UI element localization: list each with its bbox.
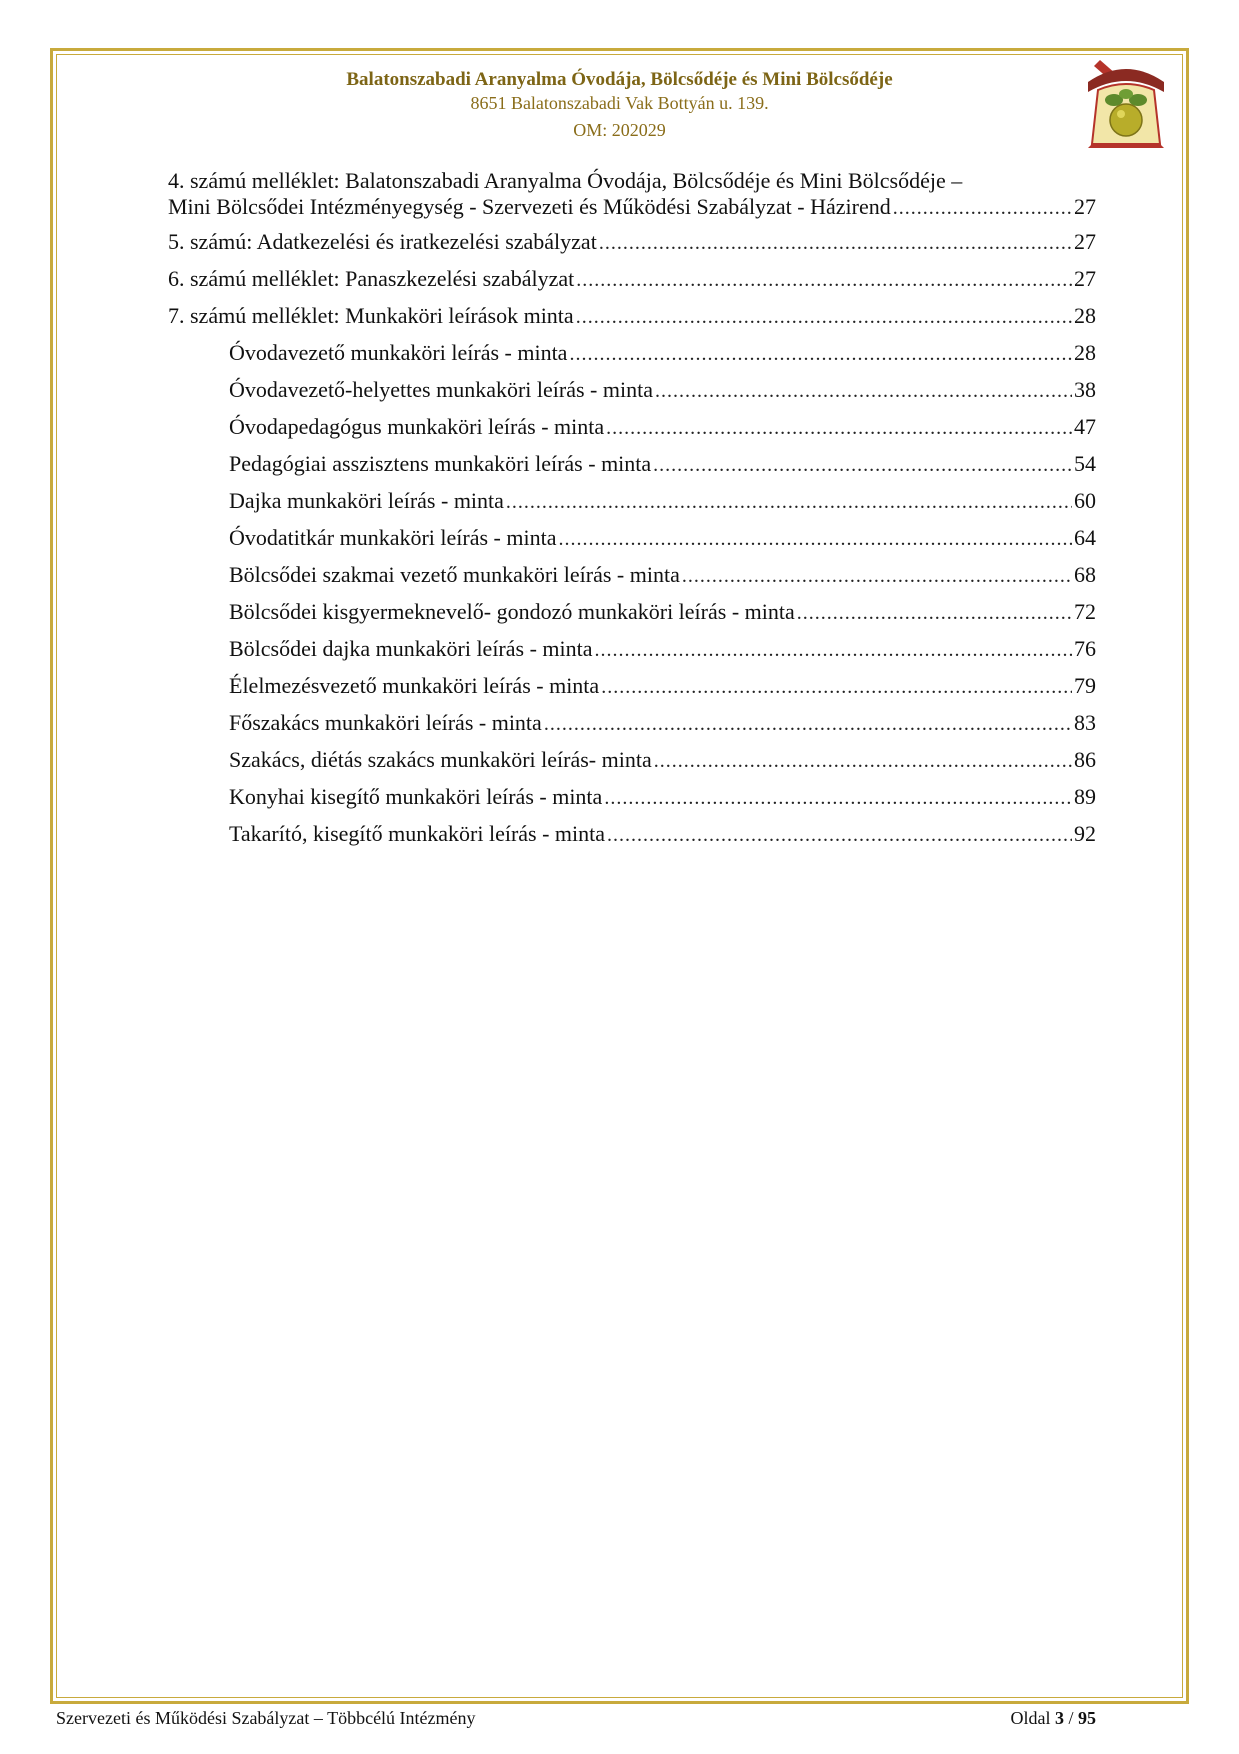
toc-entry-page: 54 <box>1074 451 1096 476</box>
toc-entry-text: Bölcsődei kisgyermeknevelő- gondozó munkaköri leírás - minta <box>229 599 795 624</box>
toc-leader-dots <box>506 491 1072 514</box>
toc-sub-entry[interactable] <box>229 747 1096 784</box>
toc-sub-entry[interactable] <box>229 340 1096 377</box>
footer-page-prefix: Oldal <box>1010 1708 1051 1728</box>
toc-entry[interactable] <box>168 229 1096 266</box>
toc-sub-entry[interactable] <box>229 784 1096 821</box>
toc-sub-entry[interactable] <box>229 377 1096 414</box>
toc-entry-text: Mini Bölcsődei Intézményegység - Szervezeti és Működési Szabályzat - Házirend <box>168 194 891 219</box>
toc-entry[interactable] <box>168 266 1096 303</box>
toc-leader-dots <box>653 454 1072 477</box>
toc-entry[interactable] <box>168 168 1096 221</box>
toc-entry-text: Pedagógiai asszisztens munkaköri leírás - minta <box>229 451 652 476</box>
toc-sub-entry[interactable] <box>229 451 1096 488</box>
toc-entry-page: 83 <box>1074 710 1096 735</box>
footer-document-title: Szervezeti és Működési Szabályzat – Többcélú Intézmény <box>56 1708 476 1728</box>
toc-entry-page: 89 <box>1074 784 1096 809</box>
toc-sub-entry[interactable] <box>229 821 1096 858</box>
page-header <box>56 68 1183 142</box>
toc-entry-text: Szakács, diétás szakács munkaköri leírás- minta <box>229 747 652 772</box>
toc-leader-dots <box>606 417 1072 440</box>
toc-entry-text: Dajka munkaköri leírás - minta <box>229 488 504 513</box>
toc-entry-text: Konyhai kisegítő munkaköri leírás - minta <box>229 784 603 809</box>
toc-leader-dots <box>893 195 1072 221</box>
institution-name: Balatonszabadi Aranyalma Óvodája, Bölcsődéje és Mini Bölcsődéje <box>346 69 893 90</box>
toc-leader-dots <box>599 232 1072 255</box>
institution-om: OM: 202029 <box>573 120 666 140</box>
toc-leader-dots <box>797 602 1072 625</box>
toc-entry-page: 27 <box>1074 229 1096 254</box>
toc-entry-text: 6. számú melléklet: Panaszkezelési szabályzat <box>168 266 575 291</box>
toc-sub-entry[interactable] <box>229 599 1096 636</box>
toc-leader-dots <box>544 713 1072 736</box>
toc-sub-entry[interactable] <box>229 636 1096 673</box>
toc-entry-page: 27 <box>1074 194 1096 219</box>
toc-entry-text: Óvodavezető munkaköri leírás - minta <box>229 340 568 365</box>
toc-entry-page: 28 <box>1074 340 1096 365</box>
toc-entry-text: Óvodatitkár munkaköri leírás - minta <box>229 525 557 550</box>
toc-entry-page: 86 <box>1074 747 1096 772</box>
toc-entry-page: 27 <box>1074 266 1096 291</box>
toc-entry[interactable] <box>168 303 1096 340</box>
toc-leader-dots <box>655 380 1072 403</box>
toc-entry-page: 92 <box>1074 821 1096 846</box>
toc-entry-page: 68 <box>1074 562 1096 587</box>
toc-entry-page: 38 <box>1074 377 1096 402</box>
footer-page-total: 95 <box>1078 1708 1096 1728</box>
toc-entry-line1: 4. számú melléklet: Balatonszabadi Aranyalma Óvodája, Bölcsődéje és Mini Bölcsődéje – <box>168 168 963 193</box>
toc-entry-text: Főszakács munkaköri leírás - minta <box>229 710 542 735</box>
toc-leader-dots <box>569 343 1072 366</box>
toc-entry-text: Bölcsődei szakmai vezető munkaköri leírás - minta <box>229 562 680 587</box>
table-of-contents <box>168 168 1096 858</box>
toc-leader-dots <box>604 787 1072 810</box>
toc-sub-entry[interactable] <box>229 525 1096 562</box>
toc-sub-entry[interactable] <box>229 414 1096 451</box>
toc-entry-page: 47 <box>1074 414 1096 439</box>
toc-leader-dots <box>595 639 1072 662</box>
toc-sub-entry[interactable] <box>229 562 1096 599</box>
toc-sub-list <box>168 340 1096 858</box>
toc-leader-dots <box>558 528 1072 551</box>
toc-entry-text: 5. számú: Adatkezelési és iratkezelési szabályzat <box>168 229 597 254</box>
footer-page-number <box>1010 1708 1096 1729</box>
toc-entry-page: 64 <box>1074 525 1096 550</box>
apple-logo-icon <box>1080 56 1172 152</box>
toc-leader-dots <box>607 824 1072 847</box>
toc-leader-dots <box>682 565 1072 588</box>
institution-address: 8651 Balatonszabadi Vak Bottyán u. 139. <box>470 93 769 113</box>
toc-entry-text: Óvodapedagógus munkaköri leírás - minta <box>229 414 605 439</box>
toc-sub-entry[interactable] <box>229 488 1096 525</box>
toc-entry-page: 79 <box>1074 673 1096 698</box>
toc-entry-text: Élelmezésvezető munkaköri leírás - minta <box>229 673 600 698</box>
toc-entry-text: 7. számú melléklet: Munkaköri leírások minta <box>168 303 574 328</box>
toc-entry-page: 28 <box>1074 303 1096 328</box>
toc-sub-entry[interactable] <box>229 673 1096 710</box>
toc-leader-dots <box>601 676 1072 699</box>
toc-entry-text: Óvodavezető-helyettes munkaköri leírás - minta <box>229 377 653 402</box>
toc-entry-text: Takarító, kisegítő munkaköri leírás - minta <box>229 821 606 846</box>
toc-entry-text: Bölcsődei dajka munkaköri leírás - minta <box>229 636 593 661</box>
toc-entry-page: 72 <box>1074 599 1096 624</box>
toc-entry-page: 76 <box>1074 636 1096 661</box>
page-footer <box>56 1708 1096 1729</box>
footer-page-current: 3 <box>1054 1708 1064 1728</box>
toc-sub-entry[interactable] <box>229 710 1096 747</box>
footer-page-sep: / <box>1068 1708 1074 1728</box>
toc-leader-dots <box>576 269 1072 292</box>
toc-entry-page: 60 <box>1074 488 1096 513</box>
toc-leader-dots <box>654 750 1072 773</box>
toc-leader-dots <box>576 306 1072 329</box>
